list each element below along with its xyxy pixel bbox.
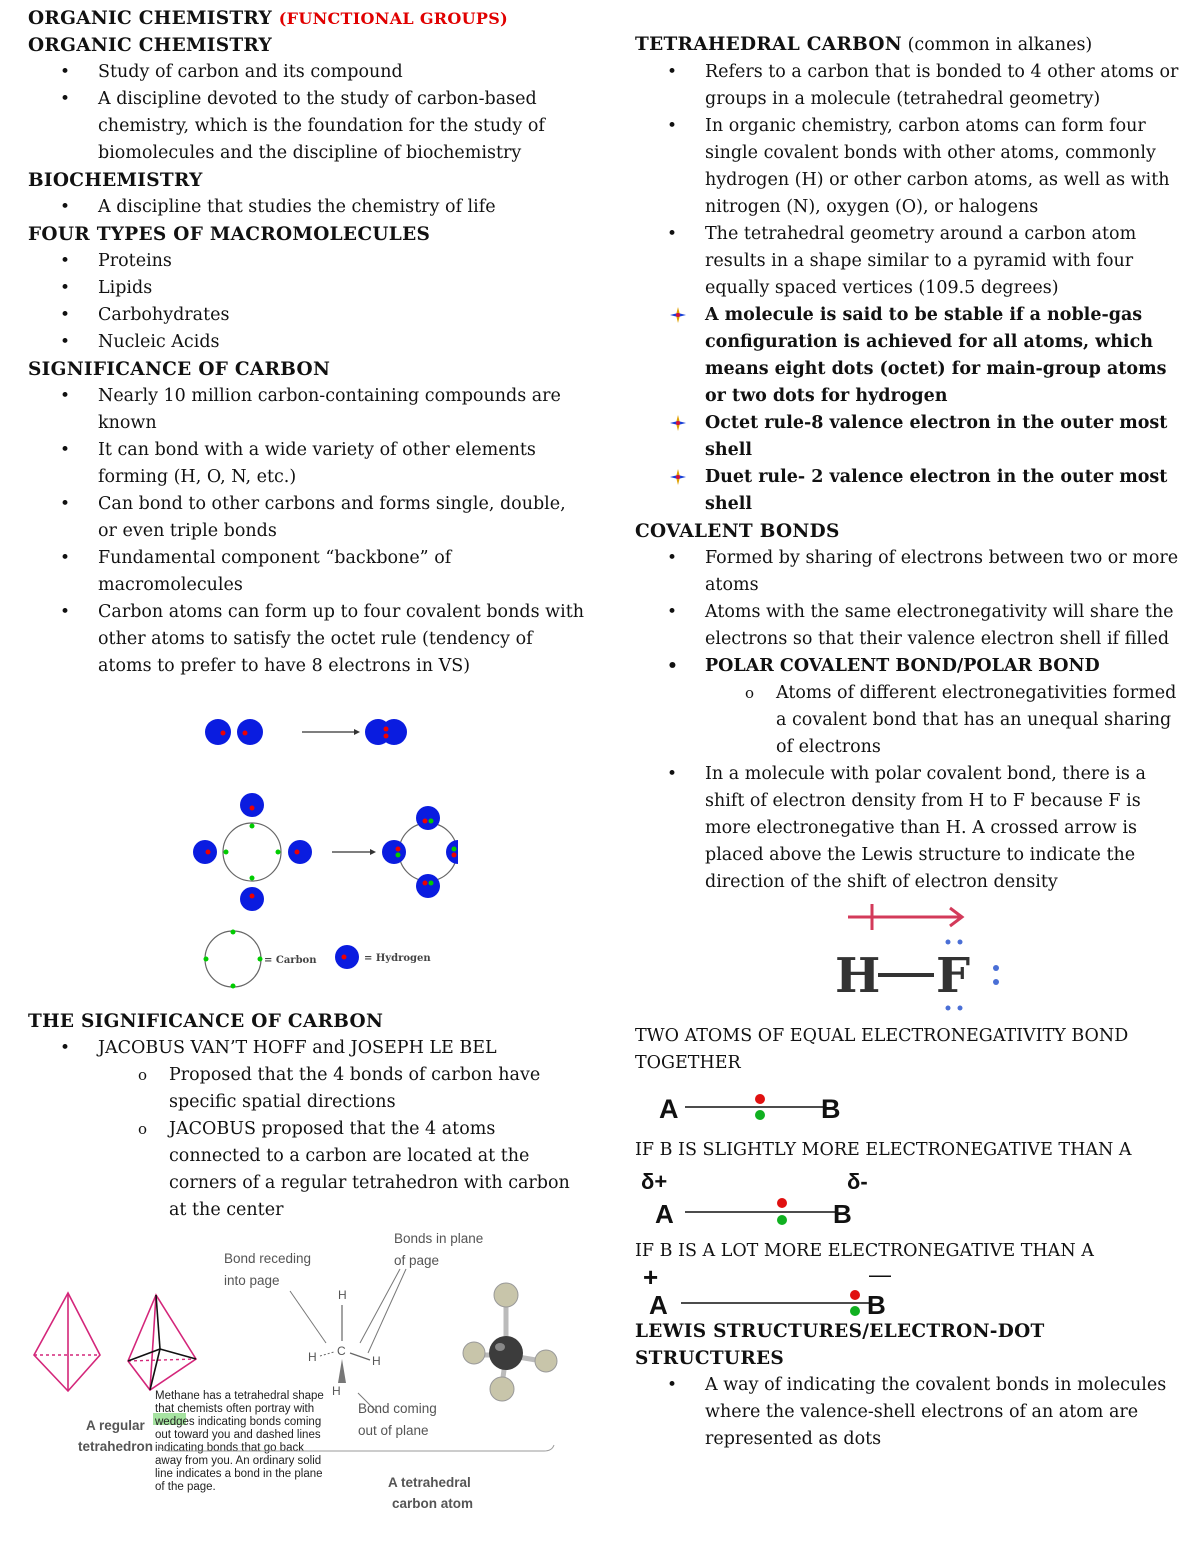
regular-tetrahedron-label-1: A regular (86, 1418, 145, 1433)
legend-hydrogen-icon (335, 945, 359, 969)
sub-list-item: o JACOBUS proposed that the 4 atoms connected to a carbon are located at the corners of a regular tetrahedron with carbon at the center (28, 1116, 588, 1224)
bonds-in-plane-label-1: Bonds in plane (394, 1231, 484, 1246)
tetrahedral-carbon-title: TETRAHEDRAL CARBON (635, 34, 903, 55)
electron-dot (250, 806, 255, 811)
tetrahedral-carbon-note: (common in alkanes) (902, 35, 1093, 55)
note-line: indicating bonds that go back (155, 1442, 304, 1454)
electron-dot (206, 850, 211, 855)
heading-macromolecules: FOUR TYPES OF MACROMOLECULES (28, 224, 431, 245)
hydrogen-atom-icon (416, 874, 440, 898)
heading-covalent-bonds: COVALENT BONDS (635, 521, 840, 542)
list-organic-chemistry (28, 59, 588, 167)
atom-h-top: H (338, 1288, 347, 1302)
carbon-atom-icon (223, 823, 281, 881)
atom-b: B (833, 1199, 852, 1229)
hydrogen-atom-icon (240, 793, 264, 817)
electron-dot (231, 930, 236, 935)
equal-bond-diagram (655, 1085, 885, 1125)
rule-item (635, 410, 1180, 464)
legend-carbon-label: = Carbon (264, 955, 317, 966)
list-significance-carbon (28, 383, 588, 680)
list-item: • The tetrahedral geometry around a carbon atom results in a shape similar to a pyramid with four equally spaced vertices (109.5 degrees) (635, 221, 1180, 302)
hf-lewis-structure (830, 900, 1020, 1020)
document-title (28, 5, 588, 32)
note-line: out toward you and dashed lines (155, 1429, 321, 1441)
heading-biochemistry: BIOCHEMISTRY (28, 170, 203, 191)
heading-tetrahedral-carbon (635, 31, 1180, 59)
regular-tetrahedron-label-2: tetrahedron (78, 1439, 154, 1454)
electron-dot (755, 1094, 765, 1104)
bond-receding-label-1: Bond receding (224, 1251, 312, 1266)
legend-carbon-icon (205, 931, 261, 987)
atom-a: A (649, 1290, 668, 1320)
electron-dot (850, 1306, 860, 1316)
lone-pair-dot (958, 1006, 963, 1011)
ball-and-stick-methane-icon (463, 1283, 557, 1401)
tetrahedron-icon (34, 1293, 100, 1391)
electron-dot (850, 1290, 860, 1300)
list-item: • In a molecule with polar covalent bond, there is a shift of electron density from H to F because F is more electronegative than H. A crossed arrow is placed above the Lewis structure to indicate the direction of the shift of electron density (635, 761, 1180, 896)
list-item: • JACOBUS VAN’T HOFF and JOSEPH LE BEL (28, 1035, 588, 1062)
electron-dot (777, 1215, 787, 1225)
list-item: • Lipids (28, 275, 588, 302)
slightly-polar-bond-diagram (641, 1165, 891, 1231)
bond-coming-label-2: out of plane (358, 1423, 429, 1438)
list-item: • Nearly 10 million carbon-containing compounds are known (28, 383, 588, 437)
cross-star-bullet-icon (668, 305, 688, 325)
list-item: • Proteins (28, 248, 588, 275)
electron-dot (276, 850, 281, 855)
hydrogen-atom-icon (193, 840, 217, 864)
electron-dot (423, 819, 428, 824)
title-main: ORGANIC CHEMISTRY (28, 8, 279, 29)
very-polar-bond-diagram (641, 1264, 911, 1320)
wedge-bond (338, 1359, 346, 1383)
rule-item (635, 464, 1180, 518)
list-item: • Carbon atoms can form up to four covalent bonds with other atoms to satisfy the octet rule (tendency of atoms to prefer to have 8 electrons in VS) (28, 599, 588, 680)
electron-dot (452, 847, 457, 852)
arrow-head-icon (354, 729, 360, 735)
electron-dot (423, 881, 428, 886)
octet-formation-diagram (158, 705, 458, 995)
atom-h-right: H (372, 1354, 381, 1368)
arrow-head-icon (370, 849, 376, 855)
electron-dot (777, 1198, 787, 1208)
list-tetrahedral-carbon (635, 59, 1180, 302)
atom-f: F (936, 948, 971, 1004)
hydrogen-atom-icon (381, 719, 407, 745)
lewis-section (635, 1318, 1180, 1453)
sub-list-item: o Atoms of different electronegativities formed a covalent bond that has an unequal sharing of electrons (635, 680, 1180, 761)
electron-dot (396, 847, 401, 852)
note-line: line indicates a bond in the plane (155, 1468, 323, 1480)
hydrogen-atom-icon (205, 719, 231, 745)
tetrahedral-carbon-label-1: A tetrahedral (388, 1475, 471, 1490)
note-line: wedges indicating bonds coming (155, 1416, 322, 1428)
lone-pair-dot (993, 965, 999, 971)
list-item: • A discipline that studies the chemistry of life (28, 194, 588, 221)
rule-text: A molecule is said to be stable if a noble-gas configuration is achieved for all atoms, which means eight dots (octet) for main-group atoms or two dots for hydrogen (705, 305, 1167, 406)
electron-dot (429, 819, 434, 824)
electron-dot (396, 853, 401, 858)
lone-pair-dot (993, 979, 999, 985)
tetrahedron-with-carbon-icon (128, 1295, 196, 1390)
list-item: • Fundamental component “backbone” of macromolecules (28, 545, 588, 599)
lone-pair-dot (946, 940, 951, 945)
hydrogen-atom-icon (446, 840, 458, 864)
atom-b: B (867, 1290, 886, 1320)
atom-h: H (835, 948, 881, 1004)
list-vant-hoff (28, 1035, 588, 1224)
heading-organic-chemistry: ORGANIC CHEMISTRY (28, 35, 273, 56)
rule-item (635, 302, 1180, 410)
list-item: • Study of carbon and its compound (28, 59, 588, 86)
tetrahedral-carbon-label-2: carbon atom (392, 1496, 474, 1511)
left-text-top (28, 5, 588, 680)
title-subtitle: (FUNCTIONAL GROUPS) (278, 9, 508, 28)
delta-minus: δ- (847, 1169, 868, 1194)
hydrogen-atom-icon (237, 719, 263, 745)
atom-b: B (821, 1094, 841, 1124)
hydrogen-atom-icon (416, 806, 440, 830)
list-item: • Formed by sharing of electrons between two or more atoms (635, 545, 1180, 599)
electron-dot (250, 894, 255, 899)
list-item: • It can bond with a wide variety of other elements forming (H, O, N, etc.) (28, 437, 588, 491)
cross-star-bullet-icon (668, 467, 688, 487)
plus-sign: + (643, 1264, 659, 1292)
heading-the-significance-of-carbon: THE SIGNIFICANCE OF CARBON (28, 1011, 384, 1032)
hydrogen-atom-icon (288, 840, 312, 864)
electron-dot (221, 731, 226, 736)
lone-pair-dot (946, 1006, 951, 1011)
hydrogen-atom-icon (382, 840, 406, 864)
note-line: Methane has a tetrahedral shape (155, 1390, 324, 1402)
electron-dot (342, 955, 347, 960)
atom-c: C (337, 1344, 346, 1358)
note-line: that chemists often portray with (155, 1403, 315, 1415)
legend-hydrogen-label: = Hydrogen (364, 953, 431, 964)
right-text-top (635, 31, 1180, 896)
list-item: • A way of indicating the covalent bonds in molecules where the valence-shell electrons of an atom are represented as dots (635, 1372, 1180, 1453)
list-item: • A discipline devoted to the study of carbon-based chemistry, which is the foundation for the study of biomolecules and the discipline of biochemistry (28, 86, 588, 167)
electron-dot (429, 881, 434, 886)
electron-dot (250, 824, 255, 829)
list-item: • Nucleic Acids (28, 329, 588, 356)
bond-line (350, 1353, 370, 1360)
rule-text: Octet rule-8 valence electron in the outer most shell (705, 413, 1168, 460)
list-item: • Can bond to other carbons and forms single, double, or even triple bonds (28, 491, 588, 545)
note-line: away from you. An ordinary solid (155, 1455, 322, 1467)
methane-note (154, 1390, 324, 1493)
list-item: • Carbohydrates (28, 302, 588, 329)
list-item: • Atoms with the same electronegativity will share the electrons so that their valence electron shell if filled (635, 599, 1180, 653)
atom-a: A (655, 1199, 674, 1229)
list-covalent-bonds (635, 545, 1180, 896)
list-lewis (635, 1372, 1180, 1453)
left-text-bottom (28, 1008, 588, 1224)
sub-list-item: o Proposed that the 4 bonds of carbon have specific spatial directions (28, 1062, 588, 1116)
list-item: • In organic chemistry, carbon atoms can form four single covalent bonds with other atoms, commonly hydrogen (H) or other carbon atoms, as well as with nitrogen (N), oxygen (O), or halogens (635, 113, 1180, 221)
atom-h-left: H (308, 1350, 317, 1364)
minus-sign: — (869, 1264, 891, 1287)
list-biochemistry (28, 194, 588, 221)
electron-dot (295, 850, 300, 855)
electron-dot (250, 876, 255, 881)
bond-receding-label-2: into page (224, 1273, 280, 1288)
list-item: • Refers to a carbon that is bonded to 4 other atoms or groups in a molecule (tetrahedral geometry) (635, 59, 1180, 113)
electron-dot (204, 957, 209, 962)
electron-dot (755, 1110, 765, 1120)
slightly-more-text: IF B IS SLIGHTLY MORE ELECTRONEGATIVE THAN A (635, 1140, 1132, 1160)
electron-dot (452, 853, 457, 858)
list-item-polar-heading: • POLAR COVALENT BOND/POLAR BOND (635, 653, 1180, 680)
atom-a: A (659, 1094, 679, 1124)
electron-dot (384, 727, 389, 732)
note-line: of the page. (155, 1481, 216, 1493)
heading-significance-carbon: SIGNIFICANCE OF CARBON (28, 359, 331, 380)
lot-more-text: IF B IS A LOT MORE ELECTRONEGATIVE THAN A (635, 1241, 1094, 1261)
dashed-bond (320, 1352, 334, 1356)
heading-lewis-structures: LEWIS STRUCTURES/ELECTRON-DOT STRUCTURES (635, 1321, 1045, 1369)
delta-plus: δ+ (641, 1169, 668, 1194)
cross-star-bullet-icon (668, 413, 688, 433)
electron-dot (224, 850, 229, 855)
electron-dot (384, 734, 389, 739)
electron-dot (243, 731, 248, 736)
tetrahedral-carbon-figure (28, 1225, 568, 1520)
list-stability-rules (635, 302, 1180, 518)
bond-coming-label-1: Bond coming (358, 1401, 437, 1416)
lone-pair-dot (958, 940, 963, 945)
hydrogen-atom-icon (240, 887, 264, 911)
rule-text: Duet rule- 2 valence electron in the outer most shell (705, 467, 1168, 514)
equal-electronegativity-text: TWO ATOMS OF EQUAL ELECTRONEGATIVITY BOND TOGETHER (635, 1026, 1129, 1073)
electron-dot (258, 957, 263, 962)
electron-dot (231, 984, 236, 989)
bonds-in-plane-label-2: of page (394, 1253, 440, 1268)
atom-h-bottom: H (332, 1384, 341, 1398)
list-macromolecules (28, 248, 588, 356)
